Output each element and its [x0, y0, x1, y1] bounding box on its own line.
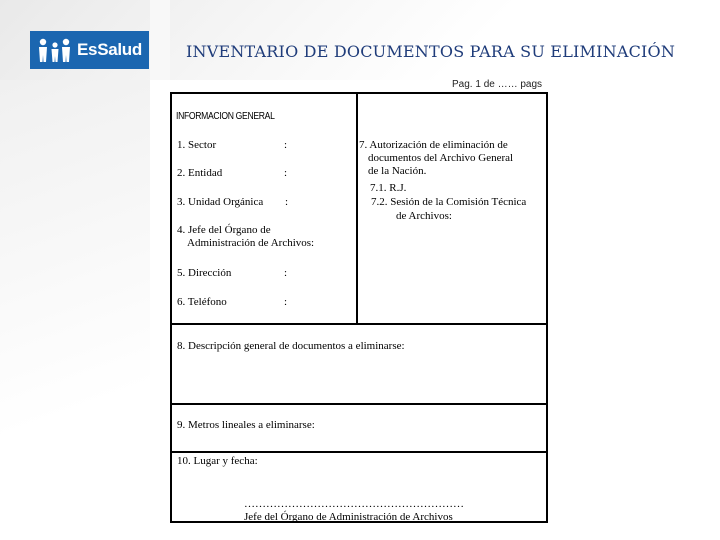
field-sector-label: 1. Sector — [177, 139, 217, 151]
background-strip — [150, 0, 170, 80]
field-unidad-colon: : — [285, 196, 289, 208]
field-sector-colon: : — [284, 139, 288, 151]
item7-line5: 7.2. Sesión de la Comisión Técnica — [371, 196, 527, 208]
item7-line1: 7. Autorización de eliminación de — [359, 139, 508, 151]
field-unidad-label: 3. Unidad Orgánica — [177, 196, 264, 208]
field-entidad-label: 2. Entidad — [177, 167, 223, 179]
divider-description — [172, 403, 548, 405]
field-telefono-colon: : — [284, 296, 288, 308]
divider-general-info — [172, 323, 548, 325]
logo-text: EsSalud — [77, 40, 142, 59]
column-divider — [356, 94, 358, 325]
inventory-form — [170, 92, 548, 523]
background-left — [0, 80, 150, 540]
signature-label: Jefe del Órgano de Administración de Archivos — [244, 511, 453, 523]
item8-description: 8. Descripción general de documentos a eliminarse: — [177, 340, 405, 352]
field-direccion-colon: : — [284, 267, 288, 279]
signature-line: …………………………………………………… — [244, 498, 464, 510]
item7-line4: 7.1. R.J. — [370, 182, 407, 194]
item7-line3: de la Nación. — [368, 165, 427, 177]
item10-place-date: 10. Lugar y fecha: — [177, 455, 258, 467]
item7-line2: documentos del Archivo General — [368, 152, 514, 164]
item9-linear-meters: 9. Metros lineales a eliminarse: — [177, 419, 315, 431]
essalud-logo — [30, 31, 149, 69]
field-jefe-label-1: 4. Jefe del Órgano de — [177, 224, 271, 236]
page-number: Pag. 1 de …… pags — [452, 79, 543, 90]
divider-linear-meters — [172, 451, 548, 453]
item7-line6: de Archivos: — [396, 210, 452, 222]
section-title: INFORMACION GENERAL — [176, 110, 275, 122]
page-title: INVENTARIO DE DOCUMENTOS PARA SU ELIMINACIÓN — [186, 42, 676, 61]
field-jefe-label-2: Administración de Archivos: — [187, 237, 315, 249]
family-icon — [36, 37, 74, 63]
field-entidad-colon: : — [284, 167, 288, 179]
field-direccion-label: 5. Dirección — [177, 267, 232, 279]
field-telefono-label: 6. Teléfono — [177, 296, 227, 308]
